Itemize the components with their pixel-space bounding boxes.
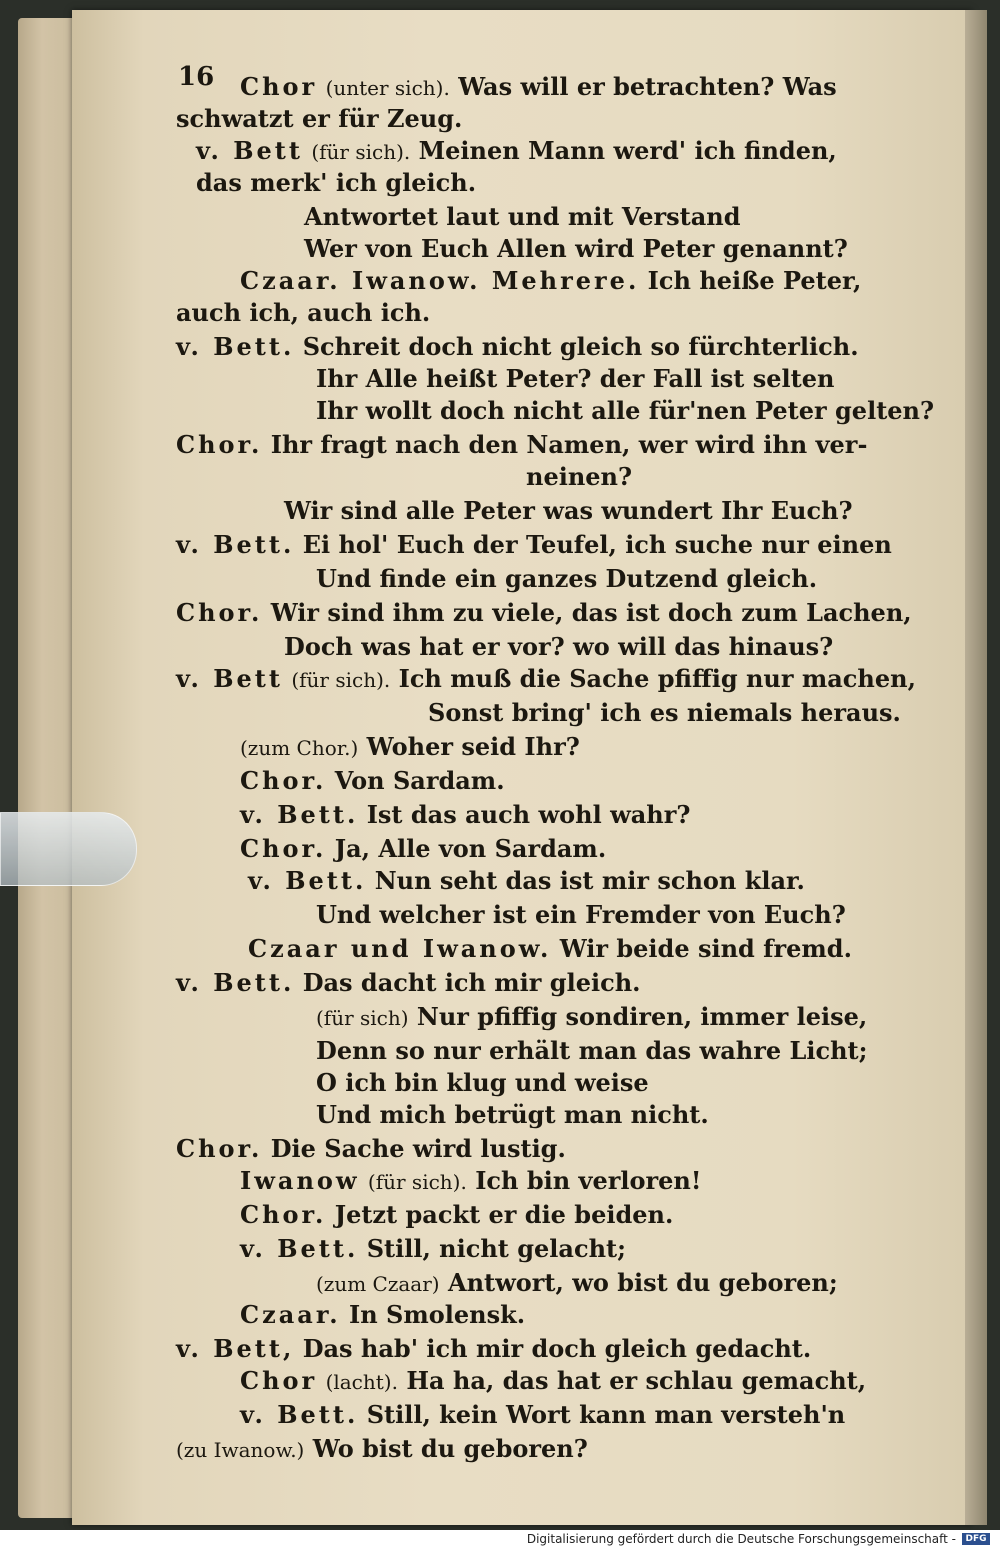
text-line xyxy=(316,362,834,395)
text-line xyxy=(240,1364,866,1397)
line-text: Ha ha, das hat er schlau gemacht, xyxy=(406,1366,867,1395)
stage-direction: (lacht). xyxy=(325,1370,398,1394)
text-line xyxy=(176,662,916,695)
text-line xyxy=(240,1298,525,1331)
speaker-name: v. Bett. xyxy=(176,332,295,361)
line-text: Schreit doch nicht gleich so fürchterlich. xyxy=(302,332,859,361)
bookmark-clip xyxy=(0,812,137,886)
text-line xyxy=(240,1164,701,1197)
text-line xyxy=(176,428,867,461)
speaker-name: Chor. xyxy=(240,834,327,863)
stage-direction: (zu Iwanow.) xyxy=(176,1438,305,1462)
speaker-name: v. Bett, xyxy=(176,1334,295,1363)
stage-direction: (zum Czaar) xyxy=(316,1272,440,1296)
speaker-name: Chor xyxy=(240,1366,318,1395)
speaker-name: v. Bett. xyxy=(176,530,295,559)
speaker-name: v. Bett. xyxy=(240,1234,359,1263)
line-text: Ei hol' Euch der Teufel, ich suche nur einen xyxy=(302,530,892,559)
stage-direction: (zum Chor.) xyxy=(240,736,359,760)
line-text: In Smolensk. xyxy=(349,1300,526,1329)
line-text: Ich heiße Peter, xyxy=(647,266,862,295)
stage-direction: (für sich). xyxy=(311,140,411,164)
text-line xyxy=(304,200,741,233)
speaker-name: v. Bett xyxy=(196,136,303,165)
text-line xyxy=(176,296,430,329)
line-text: Doch was hat er vor? wo will das hinaus? xyxy=(284,632,834,661)
text-line xyxy=(176,330,859,363)
speaker-name: Chor. xyxy=(240,1200,327,1229)
line-text: Wer von Euch Allen wird Peter genannt? xyxy=(304,234,848,263)
text-line xyxy=(316,394,934,427)
text-line xyxy=(240,730,580,763)
line-text: Ihr fragt nach den Namen, wer wird ihn ver- xyxy=(270,430,868,459)
text-line xyxy=(316,1066,649,1099)
text-line xyxy=(176,1432,588,1465)
line-text: das merk' ich gleich. xyxy=(196,168,477,197)
text-line xyxy=(240,1198,673,1231)
line-text: Wir beide sind fremd. xyxy=(559,934,852,963)
line-text: Nur pfiffig sondiren, immer leise, xyxy=(416,1002,868,1031)
line-text: Das hab' ich mir doch gleich gedacht. xyxy=(302,1334,812,1363)
line-text: Wir sind alle Peter was wundert Ihr Euch? xyxy=(284,496,853,525)
line-text: Ist das auch wohl wahr? xyxy=(366,800,691,829)
line-text: Und finde ein ganzes Dutzend gleich. xyxy=(316,564,818,593)
text-line xyxy=(176,1332,811,1365)
line-text: Jetzt packt er die beiden. xyxy=(334,1200,674,1229)
speaker-name: Czaar und Iwanow. xyxy=(248,934,552,963)
line-text: Ihr Alle heißt Peter? der Fall ist selten xyxy=(316,364,835,393)
text-line xyxy=(248,932,852,965)
line-text: Still, nicht gelacht; xyxy=(366,1234,626,1263)
text-line xyxy=(240,70,837,103)
line-text: Still, kein Wort kann man versteh'n xyxy=(366,1400,846,1429)
line-text: Ich bin verloren! xyxy=(475,1166,702,1195)
line-text: Nun seht das ist mir schon klar. xyxy=(374,866,805,895)
text-line xyxy=(316,1000,867,1033)
text-line xyxy=(428,696,901,729)
line-text: Woher seid Ihr? xyxy=(366,732,580,761)
speaker-name: v. Bett. xyxy=(240,800,359,829)
line-text: Das dacht ich mir gleich. xyxy=(302,968,641,997)
line-text: Ja, Alle von Sardam. xyxy=(334,834,607,863)
speaker-name: Czaar. xyxy=(240,1300,341,1329)
text-line xyxy=(304,232,848,265)
text-line xyxy=(316,1034,867,1067)
line-text: Ihr wollt doch nicht alle für'nen Peter gelten? xyxy=(316,396,935,425)
line-text: Von Sardam. xyxy=(334,766,505,795)
stage-direction: (für sich) xyxy=(316,1006,409,1030)
text-line xyxy=(240,832,606,865)
book-right-edge xyxy=(965,10,987,1525)
speaker-name: Iwanow xyxy=(240,1166,360,1195)
text-line xyxy=(248,864,805,897)
text-line xyxy=(526,460,632,493)
line-text: Antwort, wo bist du geboren; xyxy=(447,1268,838,1297)
line-text: Antwortet laut und mit Verstand xyxy=(304,202,741,231)
line-text: Ich muß die Sache pfiffig nur machen, xyxy=(398,664,916,693)
text-line xyxy=(176,596,912,629)
speaker-name: Chor. xyxy=(240,766,327,795)
speaker-name: Chor. xyxy=(176,430,263,459)
text-line xyxy=(316,562,817,595)
text-line xyxy=(176,966,641,999)
dfg-logo: DFG xyxy=(962,1533,990,1545)
speaker-name: Czaar. Iwanow. Mehrere. xyxy=(240,266,640,295)
text-line xyxy=(240,764,505,797)
footer-bar xyxy=(0,1530,1000,1549)
text-line xyxy=(284,630,833,663)
line-text: Die Sache wird lustig. xyxy=(270,1134,566,1163)
text-line xyxy=(176,1132,566,1165)
page-number: 16 xyxy=(178,62,215,92)
line-text: Wo bist du geboren? xyxy=(312,1434,588,1463)
speaker-name: v. Bett xyxy=(176,664,283,693)
text-line xyxy=(240,1232,626,1265)
text-line xyxy=(316,1098,709,1131)
text-line xyxy=(240,1398,845,1431)
text-line xyxy=(240,264,861,297)
speaker-name: v. Bett. xyxy=(240,1400,359,1429)
speaker-name: v. Bett. xyxy=(176,968,295,997)
speaker-name: Chor xyxy=(240,72,318,101)
text-line xyxy=(196,166,476,199)
line-text: Meinen Mann werd' ich finden, xyxy=(418,136,837,165)
footer-credit: Digitalisierung gefördert durch die Deutsche Forschungsgemeinschaft - xyxy=(526,1532,956,1546)
line-text: O ich bin klug und weise xyxy=(316,1068,649,1097)
line-text: Denn so nur erhält man das wahre Licht; xyxy=(316,1036,868,1065)
stage-direction: (für sich). xyxy=(367,1170,467,1194)
stage-direction: (für sich). xyxy=(291,668,391,692)
text-line xyxy=(176,528,892,561)
speaker-name: Chor. xyxy=(176,1134,263,1163)
line-text: Was will er betrachten? Was xyxy=(458,72,837,101)
line-text: Und mich betrügt man nicht. xyxy=(316,1100,709,1129)
text-line xyxy=(196,134,837,167)
stage-direction: (unter sich). xyxy=(325,76,450,100)
text-line xyxy=(284,494,853,527)
speaker-name: Chor. xyxy=(176,598,263,627)
text-line xyxy=(176,102,462,135)
line-text: Wir sind ihm zu viele, das ist doch zum Lachen, xyxy=(270,598,912,627)
text-line xyxy=(316,898,846,931)
line-text: schwatzt er für Zeug. xyxy=(176,104,463,133)
line-text: Sonst bring' ich es niemals heraus. xyxy=(428,698,901,727)
text-line xyxy=(316,1266,838,1299)
speaker-name: v. Bett. xyxy=(248,866,367,895)
line-text: neinen? xyxy=(526,462,633,491)
text-line xyxy=(240,798,690,831)
line-text: auch ich, auch ich. xyxy=(176,298,431,327)
line-text: Und welcher ist ein Fremder von Euch? xyxy=(316,900,846,929)
